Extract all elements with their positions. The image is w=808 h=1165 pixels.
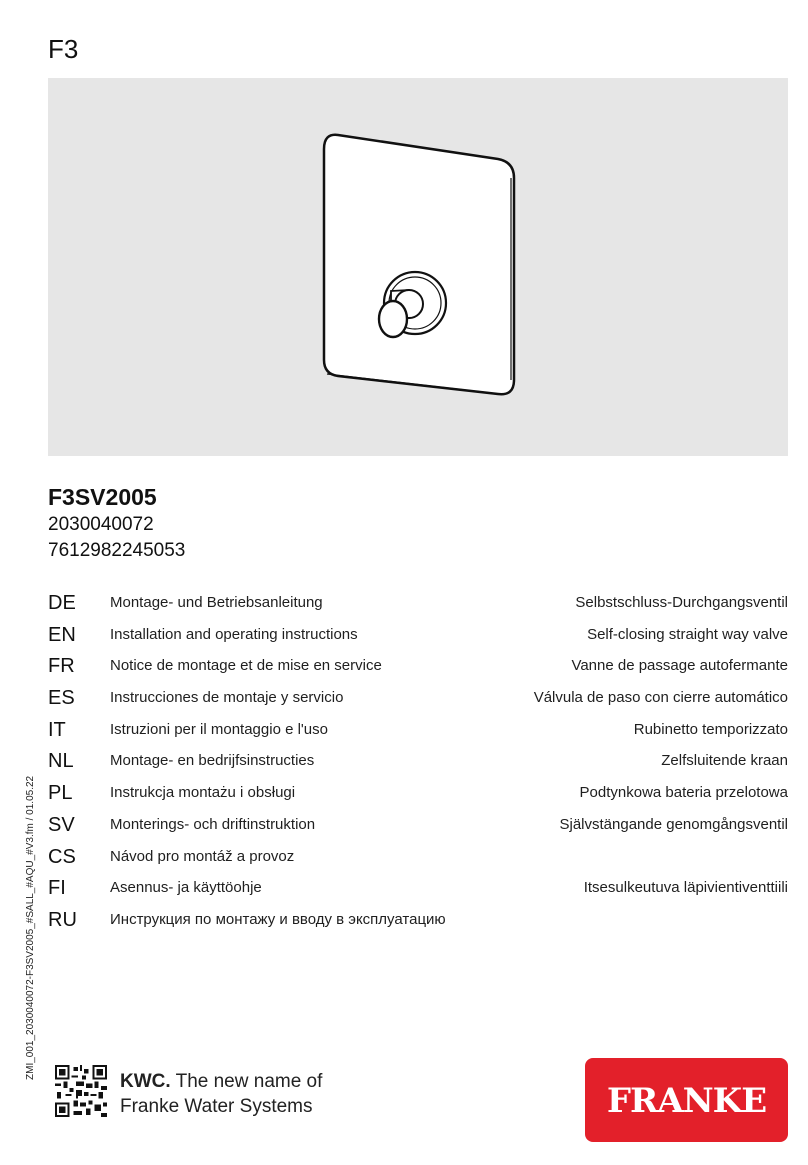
- language-row-pl: [48, 780, 788, 812]
- manual-title: Instrucciones de montaje y servicio: [110, 689, 344, 707]
- manual-title: Инструкция по монтажу и вводу в эксплуатацию: [110, 910, 446, 928]
- manual-title: Istruzioni per il montaggio e l'uso: [110, 720, 328, 738]
- language-row-fr: [48, 653, 788, 685]
- kwc-tagline: [120, 1069, 322, 1119]
- language-code: EN: [48, 623, 76, 646]
- franke-logo: [585, 1058, 788, 1142]
- product-description: Válvula de paso con cierre automático: [533, 689, 788, 707]
- language-code: FR: [48, 655, 75, 678]
- push-button-knob: [379, 301, 407, 337]
- product-illustration: [48, 78, 788, 456]
- language-code: SV: [48, 813, 75, 836]
- language-code: RU: [48, 908, 77, 931]
- product-description: Podtynkowa bateria przelotowa: [579, 784, 788, 802]
- series-title: F3: [48, 34, 79, 64]
- language-row-en: [48, 622, 788, 654]
- product-description: Self-closing straight way valve: [587, 625, 788, 643]
- language-row-sv: [48, 812, 788, 844]
- language-row-ru: [48, 907, 788, 939]
- document-reference: ZMI_001_2030040072-F3SV2005_#SALL_#AQU_#V3.fm / 01.05.22: [25, 775, 36, 1080]
- article-number: 2030040072: [48, 514, 154, 535]
- language-code: IT: [48, 718, 66, 741]
- language-code: ES: [48, 687, 75, 710]
- language-row-cs: [48, 844, 788, 876]
- language-row-it: [48, 717, 788, 749]
- product-description: Zelfsluitende kraan: [661, 752, 788, 770]
- franke-logo-text: FRANKE: [606, 1081, 767, 1121]
- language-row-de: [48, 590, 788, 622]
- cover-plate-outline: [324, 135, 514, 394]
- model-number: F3SV2005: [48, 484, 157, 510]
- manual-title: Installation and operating instructions: [110, 625, 358, 643]
- manual-title: Instrukcja montażu i obsługi: [110, 784, 296, 802]
- valve-drawing: [48, 78, 788, 456]
- manual-title: Monterings- och driftinstruktion: [110, 815, 316, 833]
- qr-code-icon: [55, 1065, 107, 1117]
- manual-title: Montage- und Betriebsanleitung: [110, 594, 323, 611]
- manual-title: Návod pro montáž a provoz: [110, 847, 295, 865]
- manual-title: Montage- en bedrijfsinstructies: [110, 752, 315, 770]
- language-code: PL: [48, 782, 73, 805]
- language-code: CS: [48, 845, 76, 868]
- language-code: FI: [48, 877, 66, 900]
- product-description: Itsesulkeutuva läpivientiventtiili: [583, 879, 788, 897]
- ean-code: 7612982245053: [48, 540, 186, 561]
- language-code: DE: [48, 592, 76, 614]
- language-row-fi: [48, 875, 788, 907]
- product-description: Självstängande genomgångsventil: [559, 815, 788, 833]
- manual-title: Asennus- ja käyttöohje: [110, 879, 262, 897]
- product-description: Selbstschluss-Durchgangsventil: [575, 594, 788, 611]
- language-row-es: [48, 685, 788, 717]
- kwc-brand: KWC.: [120, 1071, 171, 1092]
- kwc-line-1: The new name of: [175, 1071, 323, 1092]
- language-list: [48, 590, 788, 939]
- product-description: Vanne de passage autofermante: [571, 657, 788, 675]
- language-code: NL: [48, 750, 74, 773]
- product-description: Rubinetto temporizzato: [633, 720, 788, 738]
- manual-title: Notice de montage et de mise en service: [110, 657, 382, 675]
- language-row-nl: [48, 748, 788, 780]
- kwc-line-2: Franke Water Systems: [120, 1096, 313, 1117]
